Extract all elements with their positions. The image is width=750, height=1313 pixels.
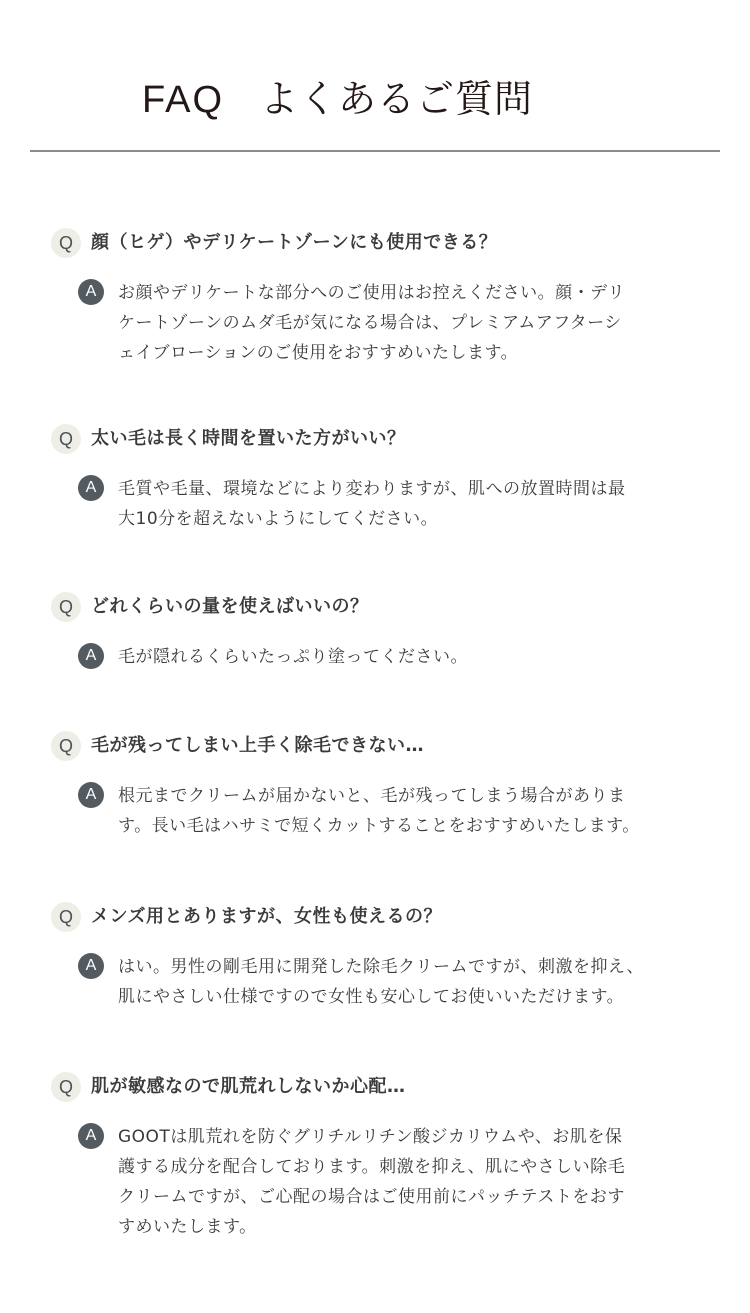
answer-text <box>118 278 708 368</box>
question-text: 肌が敏感なので肌荒れしないか心配… <box>91 1076 406 1097</box>
a-badge-icon: A <box>78 953 104 979</box>
answer-text <box>118 474 708 534</box>
answer-line: 護する成分を配合しております。刺激を抑え、肌にやさしい除毛 <box>118 1157 626 1177</box>
answer-line: お顔やデリケートな部分へのご使用はお控えください。顔・デリ <box>118 283 626 303</box>
answer-text <box>118 781 708 841</box>
answer-line: 肌にやさしい仕様ですので女性も安心してお使いいただけます。 <box>118 987 625 1007</box>
answer-line: すめいたします。 <box>118 1217 257 1237</box>
answer-line: GOOTは肌荒れを防ぐグリチルリチン酸ジカリウムや、お肌を保 <box>118 1127 623 1147</box>
question-text: 太い毛は長く時間を置いた方がいい？ <box>91 428 406 449</box>
question-text: メンズ用とありますが、女性も使えるの？ <box>91 906 442 927</box>
question-text: 毛が残ってしまい上手く除毛できない… <box>91 735 424 756</box>
question-row <box>51 902 711 932</box>
q-badge-icon: Q <box>51 424 81 454</box>
answer-line: 根元までクリームが届かないと、毛が残ってしまう場合がありま <box>118 786 626 806</box>
a-badge-icon: A <box>78 279 104 305</box>
q-badge-icon: Q <box>51 731 81 761</box>
q-badge-icon: Q <box>51 592 81 622</box>
page-title-en: FAQ <box>142 79 225 121</box>
question-row <box>51 731 711 761</box>
answer-line: ェイブローションのご使用をおすすめいたします。 <box>118 343 519 363</box>
answer-text <box>118 642 708 672</box>
answer-line: 大10分を超えないようにしてください。 <box>118 509 439 529</box>
answer-line: す。長い毛はハサミで短くカットすることをおすすめいたします。 <box>118 816 640 836</box>
q-badge-icon: Q <box>51 1072 81 1102</box>
question-text: どれくらいの量を使えばいいの？ <box>91 596 369 617</box>
question-text: 顔（ヒゲ）やデリケートゾーンにも使用できる？ <box>91 232 498 253</box>
question-row <box>51 424 711 454</box>
page-title <box>142 70 533 129</box>
answer-text <box>118 1122 708 1242</box>
answer-text <box>118 952 708 1012</box>
answer-line: クリームですが、ご心配の場合はご使用前にパッチテストをおす <box>118 1187 625 1207</box>
q-badge-icon: Q <box>51 902 81 932</box>
question-row <box>51 1072 711 1102</box>
answer-line: 毛質や毛量、環境などにより変わりますが、肌への放置時間は最 <box>118 479 626 499</box>
a-badge-icon: A <box>78 643 104 669</box>
a-badge-icon: A <box>78 475 104 501</box>
question-row <box>51 228 711 258</box>
answer-line: はい。男性の剛毛用に開発した除毛クリームですが、刺激を抑え、 <box>118 957 645 977</box>
faq-header <box>0 0 750 152</box>
answer-line: ケートゾーンのムダ毛が気になる場合は、プレミアムアフターシ <box>118 313 622 333</box>
header-divider <box>30 150 720 152</box>
answer-line: 毛が隠れるくらいたっぷり塗ってください。 <box>118 647 468 667</box>
q-badge-icon: Q <box>51 228 81 258</box>
a-badge-icon: A <box>78 782 104 808</box>
a-badge-icon: A <box>78 1123 104 1149</box>
question-row <box>51 592 711 622</box>
page-title-ja: よくあるご質問 <box>260 77 534 121</box>
